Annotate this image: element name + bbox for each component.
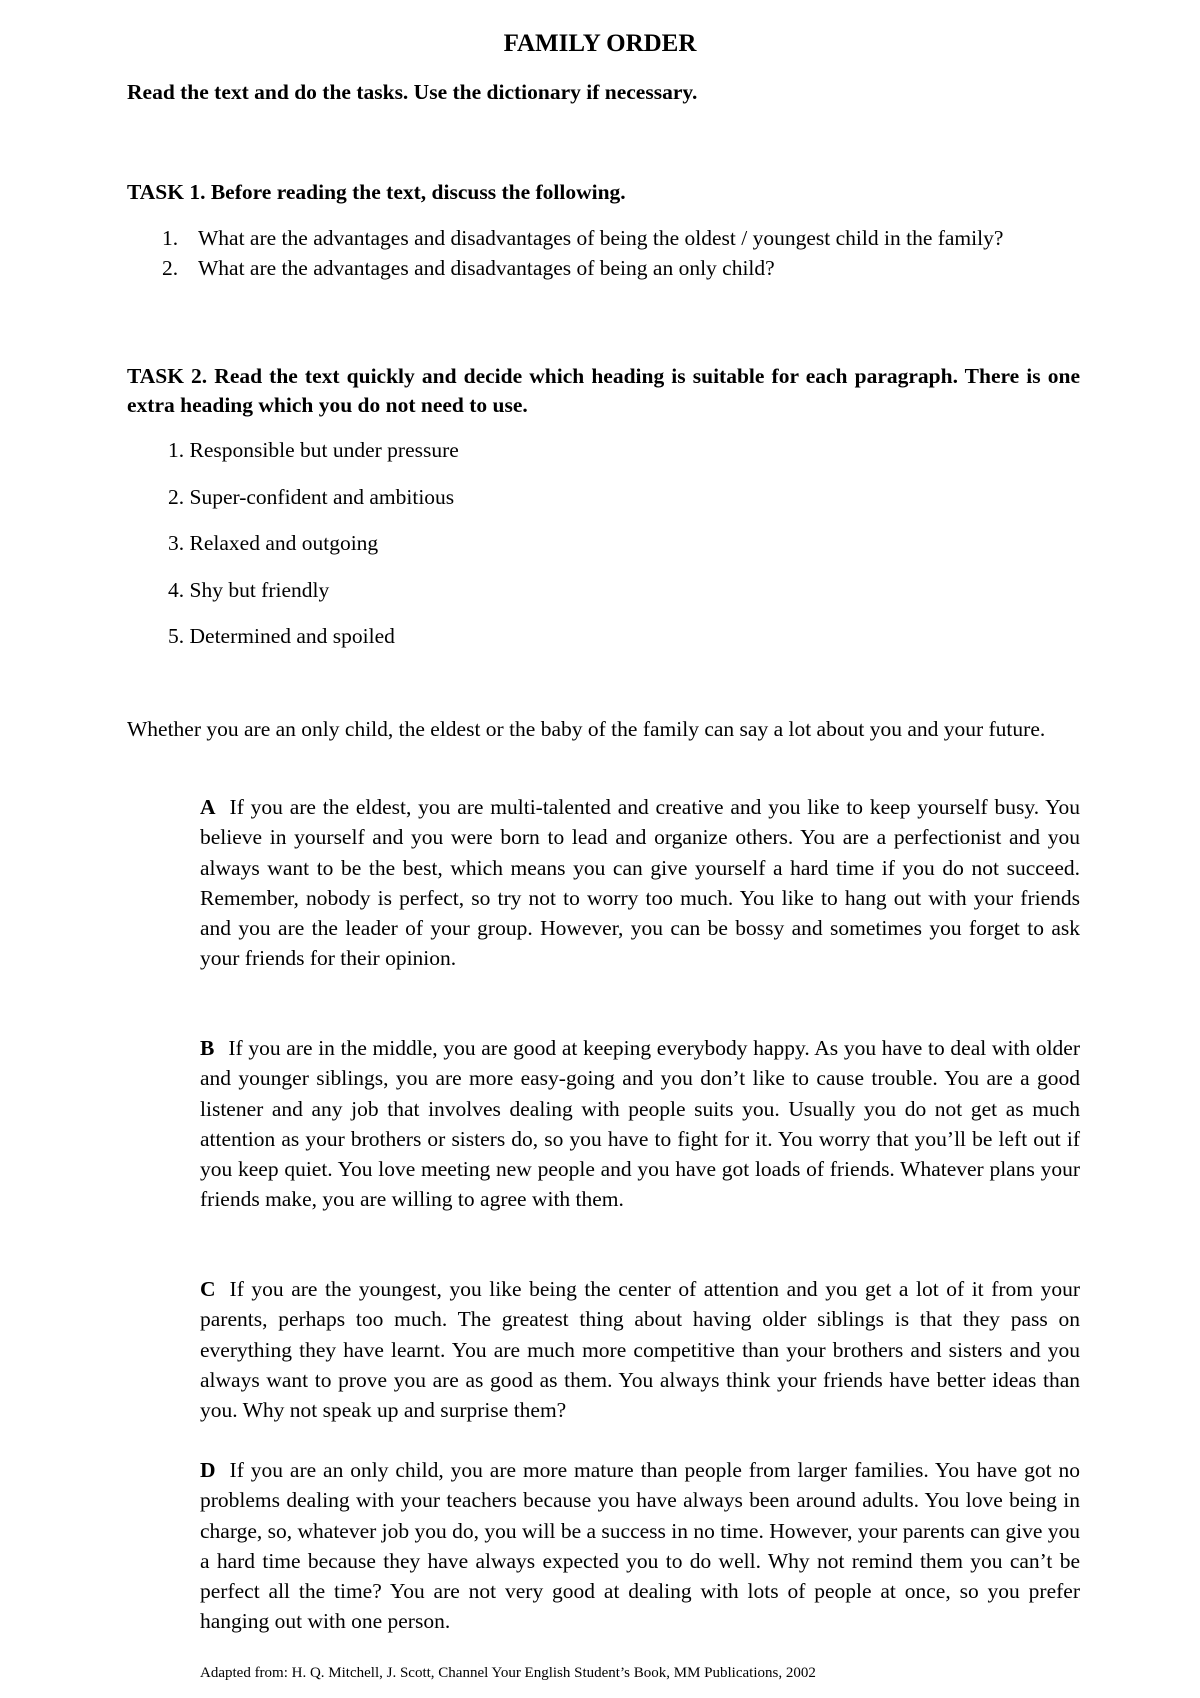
paragraph-letter: A: [200, 795, 216, 819]
paragraph-b: [200, 1033, 1080, 1215]
heading-option: 2. Super-confident and ambitious: [168, 484, 455, 509]
paragraph-text: If you are an only child, you are more mature than people from larger families. You have got no problems dealing with your teachers because you have always been around adults. You love being in charge, so, whatever job you do, you will be a success in no time. However, your parents can give you a hard time because they have always expected you to do well. Why not remind them you can’t be perfect all the time? You are not very good at dealing with lots of people at once, so you prefer hanging out with one person.: [200, 1458, 1081, 1634]
question-text: What are the advantages and disadvantages of being an only child?: [198, 256, 775, 280]
paragraph-d: [200, 1455, 1080, 1637]
heading-option: 3. Relaxed and outgoing: [168, 531, 379, 555]
paragraph-a: [200, 792, 1080, 974]
source-citation: Adapted from: H. Q. Mitchell, J. Scott, Channel Your English Student’s Book, MM Publications, 2002: [200, 1665, 816, 1681]
paragraph-text: If you are in the middle, you are good at keeping everybody happy. As you have to deal with older and younger siblings, you are more easy-going and you don’t like to cause trouble. You are a good listener and any job that involves dealing with people suits you. Usually you do not get as much attention as your brothers or sisters do, so you have to fight for it. You worry that you’ll be left out if you keep quiet. You love meeting new people and you have got loads of friends. Whatever plans your friends make, you are willing to agree with them.: [200, 1036, 1080, 1212]
paragraph-c: [200, 1274, 1080, 1425]
task1-question: [162, 254, 1080, 283]
paragraph-text: If you are the eldest, you are multi-talented and creative and you like to keep yourself busy. You believe in yourself and you were born to lead and organize others. You are a perfectionist and you always want to be the best, which means you can give yourself a hard time if you do not succeed. Remember, nobody is perfect, so try not to worry too much. You like to hang out with your friends and you are the leader of your group. However, you can be bossy and sometimes you forget to ask your friends for their opinion.: [200, 795, 1080, 971]
paragraph-letter: B: [200, 1036, 215, 1060]
heading-option: 4. Shy but friendly: [168, 577, 330, 602]
question-number: 2.: [162, 256, 179, 280]
heading-option: 1. Responsible but under pressure: [168, 438, 459, 462]
page-title: FAMILY ORDER: [503, 30, 697, 57]
instruction: Read the text and do the tasks. Use the dictionary if necessary.: [127, 80, 698, 104]
task1-question: [162, 224, 1080, 253]
task1-heading: TASK 1. Before reading the text, discuss the following.: [127, 180, 626, 204]
task1-question-list: [162, 224, 1080, 283]
task2-heading: TASK 2. Read the text quickly and decide which heading is suitable for each paragraph. There is one extra heading which you do not need to use.: [127, 364, 1080, 417]
paragraph-letter: D: [200, 1458, 216, 1482]
intro-paragraph: Whether you are an only child, the eldest or the baby of the family can say a lot about you and your future.: [127, 717, 1046, 741]
task2-heading-list: [168, 436, 868, 669]
heading-option: 5. Determined and spoiled: [168, 624, 395, 648]
paragraph-letter: C: [200, 1277, 216, 1301]
question-text: What are the advantages and disadvantages of being the oldest / youngest child in the family?: [198, 226, 1004, 250]
paragraph-text: If you are the youngest, you like being the center of attention and you get a lot of it from your parents, perhaps too much. The greatest thing about having older siblings is that they pass on everything they have learnt. You are much more competitive than your brothers and sisters and you always want to prove you are as good as them. You always think your friends have better ideas than you. Why not speak up and surprise them?: [200, 1277, 1080, 1423]
question-number: 1.: [162, 226, 179, 250]
